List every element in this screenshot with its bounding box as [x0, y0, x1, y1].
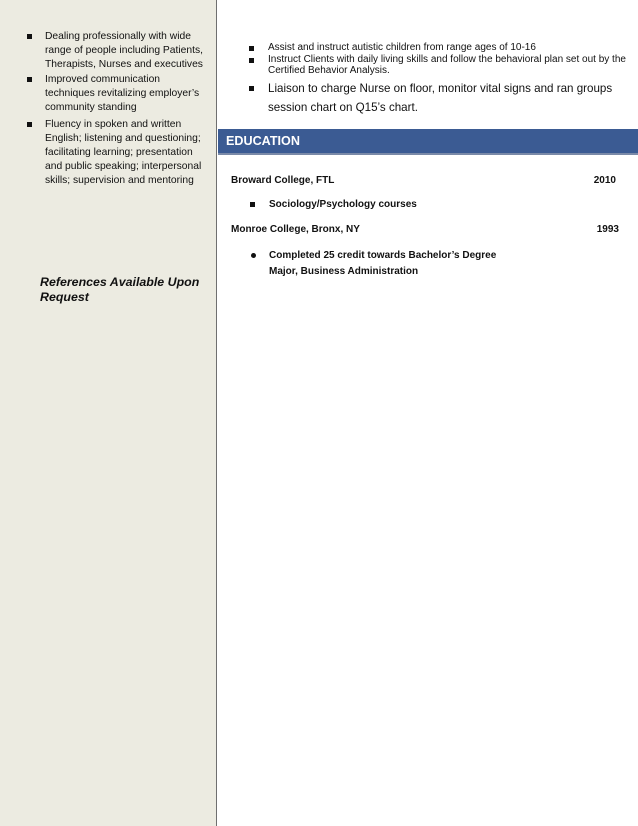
school-name: Broward College, FTL	[231, 175, 335, 186]
round-bullet-icon	[251, 253, 256, 258]
school-row	[231, 175, 619, 186]
experience-text: Assist and instruct autistic children from range ages of 10-16	[268, 42, 536, 53]
square-bullet-icon	[249, 46, 254, 51]
school-detail	[250, 197, 638, 213]
education-header	[218, 129, 638, 155]
skill-text: Improved communication techniques revitalizing employer’s community standing	[45, 74, 200, 113]
list-item	[249, 79, 629, 117]
square-bullet-icon	[249, 58, 254, 63]
list-item	[249, 42, 629, 54]
skill-text: Fluency in spoken and written English; listening and questioning; facilitating learning; presentation and public speaking; interpersonal skills; supervision and mentoring	[45, 119, 202, 186]
list-item	[27, 118, 212, 188]
school-row	[231, 224, 619, 235]
experience-list	[249, 42, 629, 117]
school-name: Monroe College, Bronx, NY	[231, 224, 360, 235]
square-bullet-icon	[249, 86, 254, 91]
school-year: 1993	[596, 224, 619, 235]
square-bullet-icon	[27, 34, 32, 39]
square-bullet-icon	[27, 122, 32, 127]
square-bullet-icon	[250, 202, 255, 207]
school-year: 2010	[593, 175, 616, 186]
list-item	[27, 30, 212, 73]
list-item	[27, 73, 212, 116]
detail-text: Completed 25 credit towards Bachelor’s Degree	[269, 250, 497, 261]
square-bullet-icon	[27, 77, 32, 82]
experience-text: Instruct Clients with daily living skills and follow the behavioral plan set out by the Certified Behavior Analysis.	[268, 53, 626, 76]
detail-text: Sociology/Psychology courses	[269, 199, 417, 210]
references-note: References Available Upon Request	[40, 275, 200, 304]
sidebar	[0, 0, 217, 826]
detail-text: Major, Business Administration	[269, 266, 419, 277]
school-detail	[250, 248, 638, 280]
list-item	[249, 54, 629, 77]
skill-text: Dealing professionally with wide range of people including Patients, Therapists, Nurses and executives	[45, 31, 203, 70]
section-title: EDUCATION	[226, 134, 300, 148]
experience-text: Liaison to charge Nurse on floor, monitor vital signs and ran groups session chart on Q15’s chart.	[268, 81, 613, 114]
skills-list	[27, 30, 212, 188]
